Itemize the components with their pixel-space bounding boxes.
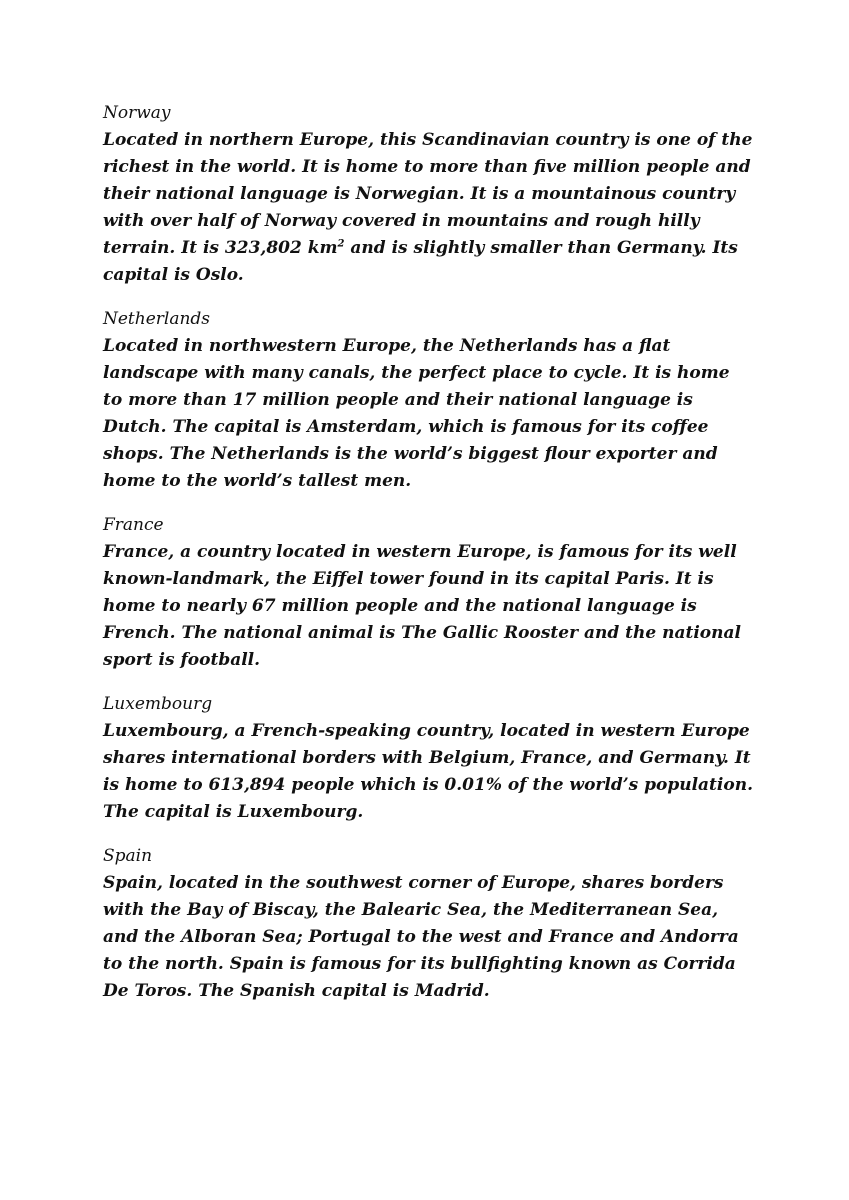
section-body-norway-text-end: and is slightly smaller than Germany. Its capital is Oslo. xyxy=(103,238,738,285)
section-netherlands xyxy=(103,306,753,495)
document-content xyxy=(103,100,753,1022)
section-body-netherlands: Located in northwestern Europe, the Netherlands has a flat landscape with many canals, the perfect place to cycle. It is home to more than 17 million people and their national language is Dutch. The capital is Amsterdam, which is famous for its coffee shops. The Netherlands is the world’s biggest flour exporter and home to the world’s tallest men. xyxy=(103,336,730,491)
section-france xyxy=(103,512,753,674)
section-body-norway xyxy=(103,127,753,289)
section-body-norway-text: Located in northern Europe, this Scandinavian country is one of the richest in the world. It is home to more than five million people and their national language is Norwegian. It is a mountainous country with over half of Norway covered in mountains and rough hilly terrain. It is 323,802 km xyxy=(103,130,753,258)
section-body-france: France, a country located in western Europe, is famous for its well known-landmark, the Eiffel tower found in its capital Paris. It is home to nearly 67 million people and the national language is French. The national animal is The Gallic Rooster and the national sport is football. xyxy=(103,542,741,670)
section-title-spain: Spain xyxy=(103,846,153,866)
section-norway xyxy=(103,100,753,289)
section-title-norway: Norway xyxy=(103,103,171,123)
section-body-luxembourg: Luxembourg, a French-speaking country, located in western Europe shares international borders with Belgium, France, and Germany. It is home to 613,894 people which is 0.01% of the world’s population. The capital is Luxembourg. xyxy=(103,721,753,822)
section-body-spain: Spain, located in the southwest corner of Europe, shares borders with the Bay of Biscay, the Balearic Sea, the Mediterranean Sea, and the Alboran Sea; Portugal to the west and France and Andorra to the north. Spain is famous for its bullfighting known as Corrida De Toros. The Spanish capital is Madrid. xyxy=(103,873,739,1001)
section-spain xyxy=(103,843,753,1005)
superscript-two: 2 xyxy=(337,238,345,250)
section-title-france: France xyxy=(103,515,164,535)
section-luxembourg xyxy=(103,691,753,826)
section-title-luxembourg: Luxembourg xyxy=(103,694,213,714)
section-title-netherlands: Netherlands xyxy=(103,309,211,329)
